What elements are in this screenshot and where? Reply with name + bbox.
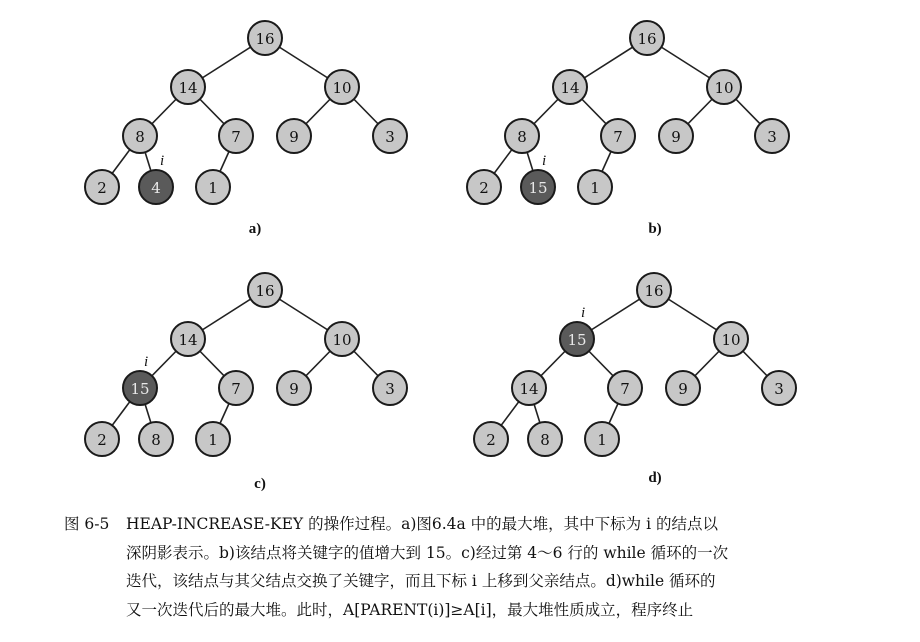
heap-node-key: 10 — [721, 331, 741, 349]
heap-node-key: 3 — [774, 380, 784, 398]
heap-node-key: 3 — [767, 128, 777, 146]
heap-node-key: 9 — [671, 128, 681, 146]
heap-node-key: 14 — [519, 380, 539, 398]
panel-label: c) — [254, 476, 266, 492]
heap-node-key: 1 — [208, 179, 218, 197]
heap-node-key: 8 — [517, 128, 527, 146]
heap-node-key: 15 — [130, 380, 150, 398]
caption-line-1 — [64, 510, 904, 539]
caption-line-3-text: 迭代，该结点与其父结点交换了关键字，而且下标 i 上移到父亲结点。d)while 循环的 — [126, 572, 716, 590]
heap-node-key: 4 — [151, 179, 161, 197]
heap-node-key: 9 — [289, 380, 299, 398]
heap-node-key: 16 — [255, 30, 275, 48]
panel-label: a) — [248, 221, 262, 237]
caption-line-1-text: HEAP-INCREASE-KEY 的操作过程。a)图6.4a 中的最大堆，其中下标为 i 的结点以 — [126, 515, 718, 533]
figure-caption — [64, 510, 904, 624]
index-i-label: i — [144, 354, 149, 370]
heap-node-key: 1 — [597, 431, 607, 449]
index-i-label: i — [581, 305, 586, 321]
caption-line-4-text: 又一次迭代后的最大堆。此时，A[PARENT(i)]≥A[i]，最大堆性质成立，程序终止 — [126, 600, 694, 619]
heap-node-key: 8 — [151, 431, 161, 449]
heap-panel-d — [474, 273, 796, 486]
caption-prefix: 图 6-5 — [64, 515, 110, 533]
heap-node-key: 2 — [97, 431, 107, 449]
heap-node-key: 7 — [620, 380, 630, 398]
heap-node-key: 2 — [97, 179, 107, 197]
heap-node-key: 14 — [178, 79, 198, 97]
caption-line-4 — [64, 596, 904, 625]
heap-panel-a — [85, 21, 407, 237]
heap-node-key: 3 — [385, 128, 395, 146]
heap-node-key: 7 — [231, 128, 241, 146]
heap-node-key: 10 — [332, 79, 352, 97]
caption-line-2-text: 深阴影表示。b)该结点将关键字的值增大到 15。c)经过第 4～6 行的 while 循环的一次 — [126, 543, 729, 562]
heap-node-key: 9 — [289, 128, 299, 146]
heap-node-key: 14 — [560, 79, 580, 97]
heap-node-key: 10 — [714, 79, 734, 97]
heap-node-key: 16 — [637, 30, 657, 48]
heap-node-key: 8 — [135, 128, 145, 146]
heap-node-key: 3 — [385, 380, 395, 398]
index-i-label: i — [542, 153, 547, 169]
caption-line-2 — [64, 539, 904, 568]
heap-node-key: 2 — [479, 179, 489, 197]
heap-node-key: 15 — [528, 179, 548, 197]
heap-node-key: 7 — [613, 128, 623, 146]
heap-node-key: 16 — [644, 282, 664, 300]
heap-node-key: 1 — [208, 431, 218, 449]
heap-panel-b — [467, 21, 789, 237]
index-i-label: i — [160, 153, 165, 169]
heap-node-key: 10 — [332, 331, 352, 349]
heap-node-key: 16 — [255, 282, 275, 300]
heap-node-key: 1 — [590, 179, 600, 197]
heap-node-key: 2 — [486, 431, 496, 449]
heap-node-key: 15 — [567, 331, 587, 349]
heap-panel-c — [85, 273, 407, 492]
heap-node-key: 8 — [540, 431, 550, 449]
heap-node-key: 7 — [231, 380, 241, 398]
panel-label: b) — [648, 221, 662, 237]
heap-node-key: 9 — [678, 380, 688, 398]
caption-line-3 — [64, 567, 904, 596]
panel-label: d) — [648, 470, 662, 486]
heap-node-key: 14 — [178, 331, 198, 349]
